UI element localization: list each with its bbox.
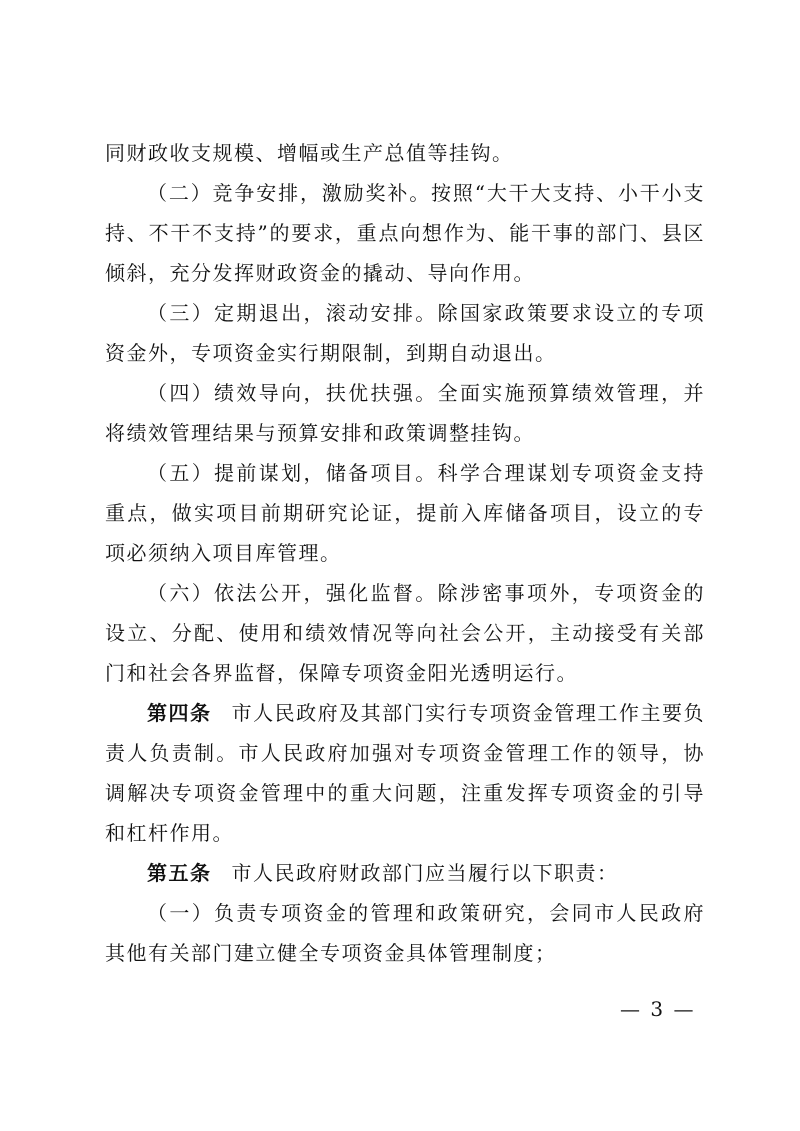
- article-4: [105, 693, 705, 853]
- article-5-text: 市人民政府财政部门应当履行以下职责：: [231, 861, 619, 885]
- document-body: [105, 133, 705, 973]
- paragraph-duty-1: （一）负责专项资金的管理和政策研究，会同市人民政府其他有关部门建立健全专项资金具体管理制度；: [105, 901, 705, 965]
- paragraph-item-3: （三）定期退出，滚动安排。除国家政策要求设立的专项资金外，专项资金实行期限制，到期自动退出。: [105, 301, 705, 365]
- paragraph-continuation: 同财政收支规模、增幅或生产总值等挂钩。: [105, 141, 514, 165]
- article-4-number: 第四条: [147, 701, 212, 725]
- article-5-number: 第五条: [147, 861, 212, 885]
- paragraph-item-4: （四）绩效导向，扶优扶强。全面实施预算绩效管理，并将绩效管理结果与预算安排和政策调整挂钩。: [105, 381, 705, 445]
- page-number: — 3 —: [620, 997, 696, 1021]
- paragraph-item-5: （五）提前谋划，储备项目。科学合理谋划专项资金支持重点，做实项目前期研究论证，提前入库储备项目，设立的专项必须纳入项目库管理。: [105, 461, 705, 565]
- article-4-text: 市人民政府及其部门实行专项资金管理工作主要负责人负责制。市人民政府加强对专项资金管理工作的领导，协调解决专项资金管理中的重大问题，注重发挥专项资金的引导和杠杆作用。: [105, 701, 705, 845]
- paragraph-item-6: （六）依法公开，强化监督。除涉密事项外，专项资金的设立、分配、使用和绩效情况等向社会公开，主动接受有关部门和社会各界监督，保障专项资金阳光透明运行。: [105, 581, 705, 685]
- article-5: [105, 853, 705, 893]
- paragraph-item-2: （二）竞争安排，激励奖补。按照“大干大支持、小干小支持、不干不支持”的要求，重点向想作为、能干事的部门、县区倾斜，充分发挥财政资金的撬动、导向作用。: [105, 181, 705, 285]
